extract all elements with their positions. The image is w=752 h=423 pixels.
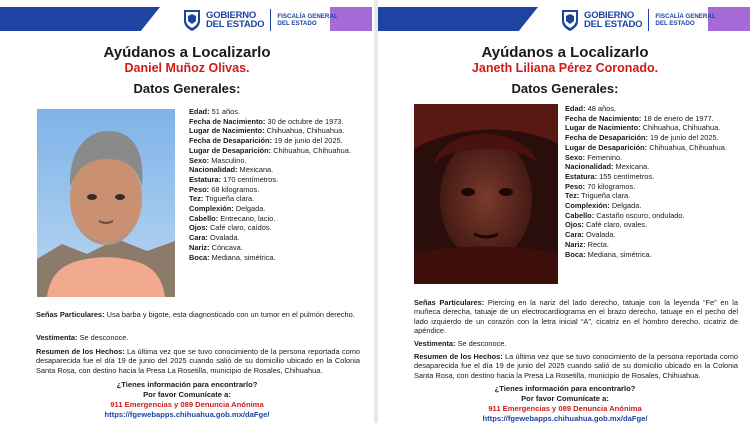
resumen-hechos: Resumen de los Hechos: La última vez que se tuvo conocimiento de la persona reportada como desaparecida fue el día 19 de junio del 2025 cuando salió de su domicilio ubicado en la Colonia Santa Rosa, con destino hacia la Presa La Rosetilla, municipio de Rosales, Chihuahua. bbox=[36, 347, 360, 375]
poster-title: Ayúdanos a Localizarlo bbox=[481, 44, 649, 61]
general-data-list: Edad: 51 años. Fecha de Nacimiento: 30 de octubre de 1973. Lugar de Nacimiento: Chihuahua, Chihuahua. Fecha de Desaparición: 19 de junio del 2025. Lugar de Desaparición: Chihuahua, Chihuahua. Sexo: Masculino. Nacionalidad: Mexicana. Estatura: 170 centímetros. Peso: 68 kilogramos. Tez: Trigueña clara. Complexión: Delgada. Cabello: Entrecano, lacio. Ojos: Café claro, caídos. Cara: Ovalada. Nariz: Cóncava. Boca: Mediana, simétrica. bbox=[189, 107, 351, 262]
vestimenta: Vestimenta: Se desconoce. bbox=[36, 333, 129, 342]
shield-icon bbox=[560, 8, 580, 32]
vestimenta: Vestimenta: Se desconoce. bbox=[414, 339, 507, 348]
person-name: Janeth Liliana Pérez Coronado. bbox=[471, 61, 659, 75]
government-logo bbox=[182, 7, 338, 33]
resumen-hechos: Resumen de los Hechos: La última vez que se tuvo conocimiento de la persona reportada como desaparecida fue el día 19 de junio del 2025 cuando salió de su domicilio ubicado en la Colonia Santa Rosa, con destino hacia la Presa La Rosetilla, municipio de Rosales, Chihuahua. bbox=[414, 352, 738, 380]
report-link[interactable]: https://fgewebapps.chihuahua.gob.mx/daFge/ bbox=[482, 414, 648, 423]
gobierno-wordmark: GOBIERNO DEL ESTADO bbox=[584, 10, 643, 30]
gobierno-wordmark: GOBIERNO DEL ESTADO bbox=[206, 10, 265, 30]
general-data-list: Edad: 48 años. Fecha de Nacimiento: 18 de enero de 1977. Lugar de Nacimiento: Chihuahua, Chihuahua. Fecha de Desaparición: 19 de junio del 2025. Lugar de Desaparición: Chihuahua, Chihuahua. Sexo: Femenino. Nacionalidad: Mexicana. Estatura: 155 centímetros. Peso: 70 kilogramos. Tez: Trigueña clara. Complexión: Delgada. Cabello: Castaño oscuro, ondulado. Ojos: Café claro, ovales. Cara: Ovalada. Nariz: Recta. Boca: Mediana, simétrica. bbox=[565, 104, 727, 259]
section-heading: Datos Generales: bbox=[133, 81, 241, 96]
shield-icon bbox=[182, 8, 202, 32]
section-heading: Datos Generales: bbox=[511, 81, 619, 96]
person-photo bbox=[414, 104, 558, 284]
contact-block: ¿Tienes información para encontrarlo? Por favor Comunícate a: 911 Emergencias y 089 Denuncia Anónima https://fgewebapps.chihuahua.gob.mx/daFge/ bbox=[378, 384, 752, 423]
fiscalia-wordmark: FISCALÍA GENERAL DEL ESTADO bbox=[655, 13, 716, 27]
header-blue-band bbox=[378, 7, 538, 31]
header-blue-band bbox=[0, 7, 160, 31]
report-link[interactable]: https://fgewebapps.chihuahua.gob.mx/daFge/ bbox=[104, 410, 270, 419]
poster-title: Ayúdanos a Localizarlo bbox=[103, 44, 271, 61]
person-photo bbox=[37, 109, 175, 297]
contact-block: ¿Tienes información para encontrarlo? Por favor Comunícate a: 911 Emergencias y 089 Denuncia Anónima https://fgewebapps.chihuahua.gob.mx/daFge/ bbox=[0, 380, 374, 420]
person-name: Daniel Muñoz Olivas. bbox=[124, 61, 250, 75]
fiscalia-wordmark: FISCALÍA GENERAL DEL ESTADO bbox=[277, 13, 338, 27]
senas-particulares: Señas Particulares: Piercing en la nariz del lado derecho, tatuaje con la leyenda “Fe” en la muñeca derecha, tatuaje de un electrocardiograma en el brazo derecho, tatuaje en el pecho del lado izquierdo de un corazón con la letra inicial “A”, cicatriz en el hombro derecho, cicatriz de apéndice. bbox=[414, 298, 738, 335]
government-logo bbox=[560, 7, 716, 33]
missing-person-poster-1 bbox=[0, 0, 374, 423]
missing-person-poster-2 bbox=[378, 0, 752, 423]
senas-particulares: Señas Particulares: Usa barba y bigote, esta diagnosticado con un tumor en el pulmón derecho. bbox=[36, 310, 355, 319]
